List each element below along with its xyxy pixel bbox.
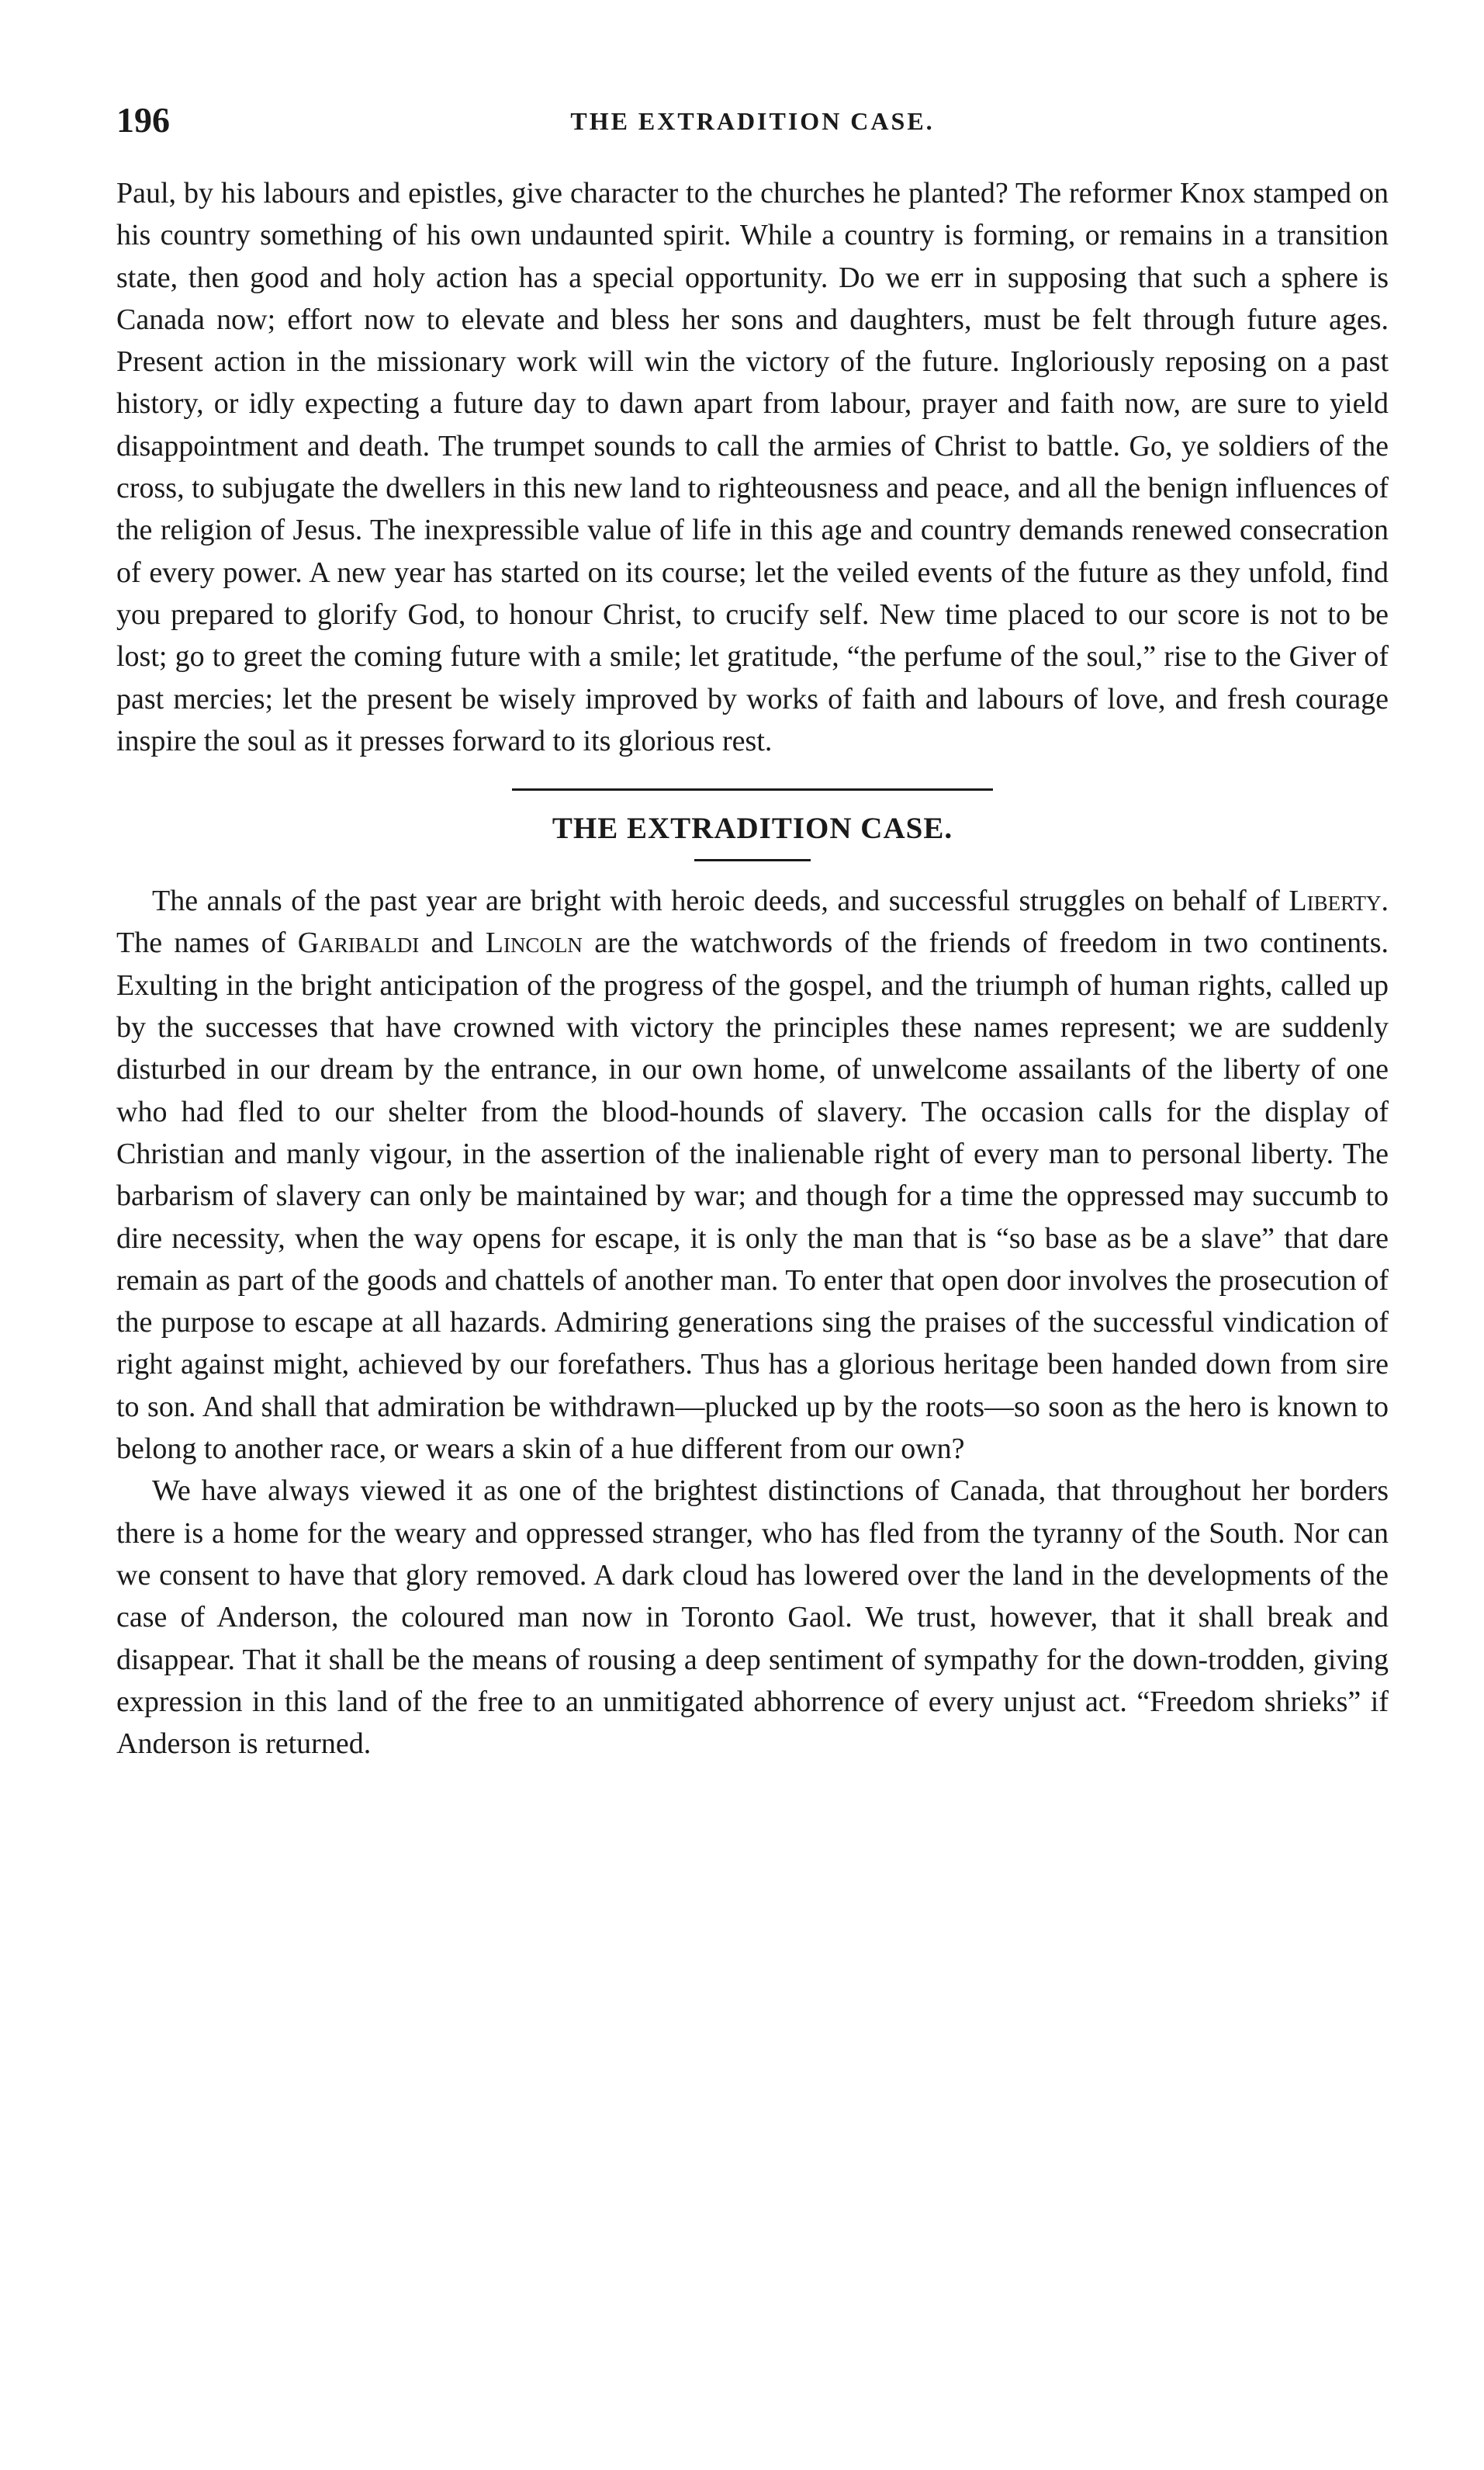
garibaldi-small-caps: Garibaldi	[297, 927, 420, 960]
continued-paragraph: Paul, by his labours and epistles, give character to the churches he planted? The reformer Knox stamped on his country something of his own undaunted spirit. While a country is forming, or remains in a transition state, then good and holy action has a special opportunity. Do we err in supposing that such a sphere is Canada now; effort now to elevate and bless her sons and daughters, must be felt through future ages. Present action in the missionary work will win the victory of the future. Ingloriously reposing on a past history, or idly expecting a future day to dawn apart from labour, prayer and faith now, are sure to yield disappointment and death. The trumpet sounds to call the armies of Christ to battle. Go, ye soldiers of the cross, to subjugate the dwellers in this new land to righteousness and peace, and all the benign influences of the religion of Jesus. The inexpressible value of life in this age and country demands renewed consecration of every power. A new year has started on its course; let the veiled events of the future as they unfold, find you prepared to glorify God, to honour Christ, to crucify self. New time placed to our score is not to be lost; go to greet the coming future with a smile; let gratitude, “the perfume of the soul,” rise to the Giver of past mercies; let the present be wisely improved by works of faith and labours of love, and fresh courage inspire the soul as it presses forward to its glorious rest.	[116, 177, 1389, 757]
liberty-small-caps: Liberty	[1289, 885, 1382, 918]
running-head	[116, 99, 1389, 154]
paragraph-1-text-d: are the watchwords of the friends of freedom in two continents. Exulting in the bright anticipation of the progress of the gospel, and the triumph of human rights, called up by the successes that have crowned with victory the principles these names represent; we are suddenly disturbed in our dream by the entrance, in our own home, of unwelcome assailants of the liberty of one who had fled to our shelter from the blood-hounds of slavery. The occasion calls for the display of Christian and manly vigour, in the assertion of the inalienable right of every man to personal liberty. The barbarism of slavery can only be maintained by war; and though for a time the oppressed may succumb to dire necessity, when the way opens for escape, it is only the man that is “so base as be a slave” that dare remain as part of the goods and chattels of another man. To enter that open door involves the prosecution of the purpose to escape at all hazards. Admiring generations sing the praises of the successful vindication of right against might, achieved by our forefathers. Thus has a glorious heritage been handed down from sire to son. And shall that admiration be withdrawn—plucked up by the roots—so soon as the hero is known to belong to another race, or wears a skin of a hue different from our own?	[116, 927, 1389, 1466]
section-title: THE EXTRADITION CASE.	[552, 812, 953, 846]
paragraph-1-text-a: The annals of the past year are bright with heroic deeds, and successful struggles on behalf of	[152, 885, 1289, 918]
paragraph-1-text-b: . The names of	[116, 885, 1389, 960]
paragraph-1-text-c: and	[419, 927, 486, 960]
running-title: THE EXTRADITION CASE.	[570, 107, 935, 135]
section-divider	[512, 788, 993, 791]
title-underline	[694, 859, 811, 861]
section-paragraph-2: We have always viewed it as one of the brightest distinctions of Canada, that throughout her borders there is a home for the weary and oppressed stranger, who has fled from the tyranny of the South. Nor can we consent to have that glory removed. A dark cloud has lowered over the land in the developments of the case of Anderson, the coloured man now in Toronto Gaol. We trust, however, that it shall break and disappear. That it shall be the means of rousing a deep sentiment of sympathy for the down-trodden, giving expression in this land of the free to an unmitigated abhorrence of every unjust act. “Freedom shrieks” if Anderson is returned.	[116, 1474, 1389, 1761]
book-page	[116, 99, 1389, 1765]
lincoln-small-caps: Lincoln	[485, 927, 583, 960]
section-paragraph-1	[116, 880, 1389, 1470]
page-number: 196	[116, 100, 170, 140]
